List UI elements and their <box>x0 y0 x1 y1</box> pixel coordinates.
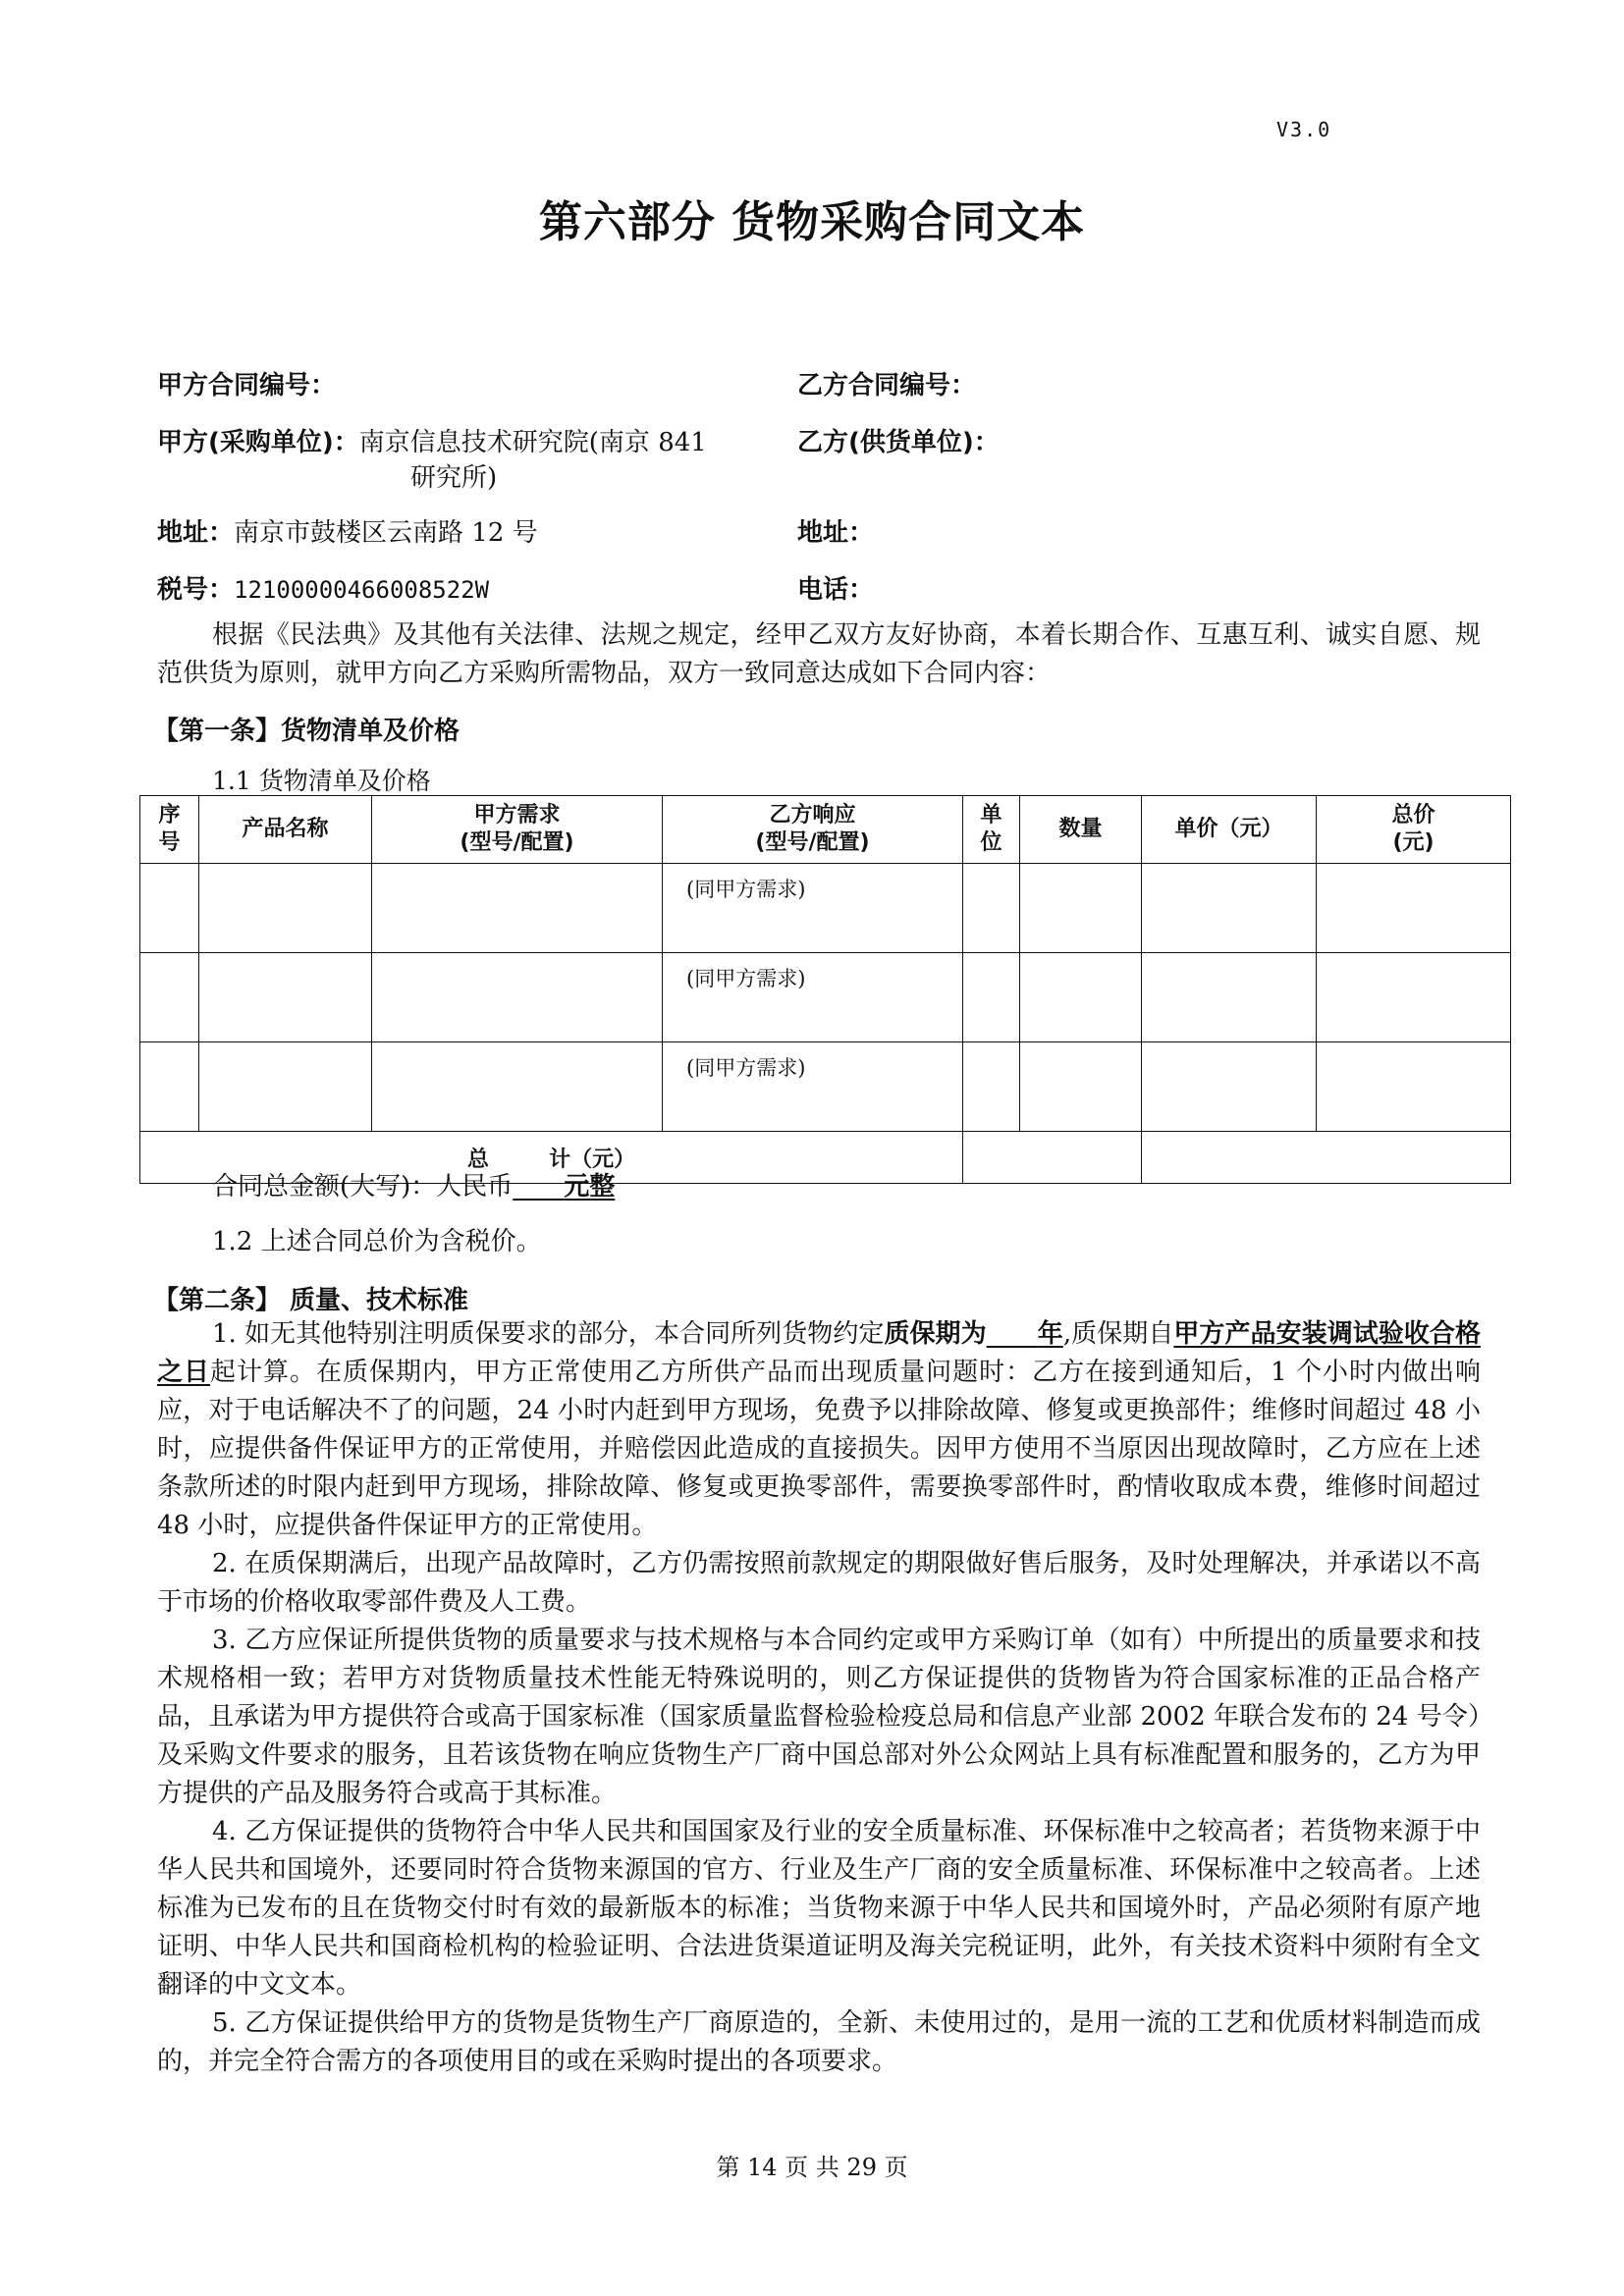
article2-p4: 4. 乙方保证提供的货物符合中华人民共和国国家及行业的安全质量标准、环保标准中之较高者；若货物来源于中华人民共和国境外，还要同时符合货物来源国的官方、行业及生产厂商的安全质量标准、环保标准中之较高者。上述标准为已发布的且在货物交付时有效的最新版本的标准；当货物来源于中华人民共和国境外时，产品必须附有原产地证明、中华人民共和国商检机构的检验证明、合法进货渠道证明及海关完税证明，此外，有关技术资料中须附有全文翻译的中文文本。 <box>157 1817 1481 2000</box>
address-value: 南京市鼓楼区云南路 12 号 <box>234 518 538 548</box>
tax-note: 1.2 上述合同总价为含税价。 <box>212 1227 542 1256</box>
party-b-label: 乙方(供货单位)： <box>797 428 1000 457</box>
party-b-contract-no <box>797 365 976 401</box>
col-qty: 数量 <box>1020 796 1142 864</box>
party-a-contract-no <box>157 365 336 401</box>
goods-table <box>139 795 1511 1184</box>
party-a-value-line2: 研究所) <box>410 463 498 493</box>
intro-paragraph: 根据《民法典》及其他有关法律、法规之规定，经甲乙双方友好协商，本着长期合作、互惠互利、诚实自愿、规范供货为原则，就甲方向乙方采购所需物品，双方一致同意达成如下合同内容： <box>157 620 1481 688</box>
warranty-start: 甲方产品安装调试验收合格之日 <box>157 1319 1481 1387</box>
party-a-value-cont <box>410 457 497 494</box>
address-label: 地址： <box>157 518 235 548</box>
phone-label: 电话： <box>797 575 875 605</box>
b-address-label: 地址： <box>797 518 875 548</box>
party-a-value: 南京信息技术研究院(南京 841 <box>358 428 707 457</box>
article1-sub: 1.1 货物清单及价格 <box>212 767 431 795</box>
table-row <box>140 1042 1511 1132</box>
article1-heading: 【第一条】货物清单及价格 <box>153 717 460 746</box>
table-header-row <box>140 796 1511 864</box>
response-cell: (同甲方需求) <box>663 864 963 953</box>
col-total: 总价 (元) <box>1317 796 1511 864</box>
page-number: 第 14 页 共 29 页 <box>716 2154 908 2181</box>
warranty-years-blank: 年 <box>1037 1319 1063 1349</box>
response-cell: (同甲方需求) <box>663 953 963 1042</box>
col-price: 单价（元） <box>1142 796 1317 864</box>
tax-number <box>157 569 489 606</box>
party-a-address <box>157 512 538 549</box>
party-a-contract-no-label: 甲方合同编号： <box>157 371 337 400</box>
article2-body <box>157 1315 1481 2081</box>
contract-amount <box>212 1168 615 1206</box>
tax-label: 税号： <box>157 575 235 605</box>
article2-p1: 1. 如无其他特别注明质保要求的部分，本合同所列货物约定质保期为 年,质保期自甲方产品安装调试验收合格之日起计算。在质保期内，甲方正常使用乙方所供产品而出现质量问题时：乙方在接到通知后，1 个小时内做出响应，对于电话解决不了的问题，24 小时内赶到甲方现场，免费予以排除故障、修复或更换部件；维修时间超过 48 小时，应提供备件保证甲方的正常使用，并赔偿因此造成的直接损失。因甲方使用不当原因出现故障时，乙方应在上述条款所述的时限内赶到甲方现场，排除故障、修复或更换零部件，需要换零部件时，酌情收取成本费，维修时间超过 48 小时，应提供备件保证甲方的正常使用。 <box>157 1319 1481 1540</box>
col-name: 产品名称 <box>199 796 372 864</box>
party-a-label: 甲方(采购单位)： <box>157 428 359 457</box>
party-b-phone <box>797 569 874 606</box>
page-title: 第六部分 货物采购合同文本 <box>538 197 1086 247</box>
article2-p3: 3. 乙方应保证所提供货物的质量要求与技术规格与本合同约定或甲方采购订单（如有）中所提出的质量要求和技术规格相一致；若甲方对货物质量技术性能无特殊说明的，则乙方保证提供的货物皆为符合国家标准的正品合格产品，且承诺为甲方提供符合或高于国家标准（国家质量监督检验检疫总局和信息产业部 2002 年联合发布的 24 号令）及采购文件要求的服务，且若该货物在响应货物生产厂商中国总部对外公众网站上具有标准配置和服务的，乙方为甲方提供的产品及服务符合或高于其标准。 <box>157 1626 1481 1808</box>
total-label: 总 计（元） <box>140 1132 963 1184</box>
version-label: V3.0 <box>1276 118 1332 141</box>
table-row <box>140 953 1511 1042</box>
col-requirement: 甲方需求 (型号/配置) <box>372 796 663 864</box>
article2-heading: 【第二条】 质量、技术标准 <box>153 1286 469 1315</box>
col-response: 乙方响应 (型号/配置) <box>663 796 963 864</box>
article2-p5: 5. 乙方保证提供给甲方的货物是货物生产厂商原造的，全新、未使用过的，是用一流的工艺和优质材料制造而成的，并完全符合需方的各项使用目的或在采购时提出的各项要求。 <box>157 2008 1481 2076</box>
amount-blank: 元整 <box>564 1172 616 1201</box>
col-seq: 序 号 <box>140 796 199 864</box>
party-b <box>797 422 1000 458</box>
tax-value: 12100000466008522W <box>234 576 490 604</box>
party-b-address <box>797 512 874 549</box>
article2-p2: 2. 在质保期满后，出现产品故障时，乙方仍需按照前款规定的期限做好售后服务，及时处理解决，并承诺以不高于市场的价格收取零部件费及人工费。 <box>157 1549 1481 1617</box>
col-unit: 单 位 <box>963 796 1020 864</box>
amount-label: 合同总金额(大写)：人民币 <box>212 1172 514 1201</box>
response-cell: (同甲方需求) <box>663 1042 963 1132</box>
party-b-contract-no-label: 乙方合同编号： <box>797 371 977 400</box>
table-row <box>140 864 1511 953</box>
party-a <box>157 422 707 458</box>
